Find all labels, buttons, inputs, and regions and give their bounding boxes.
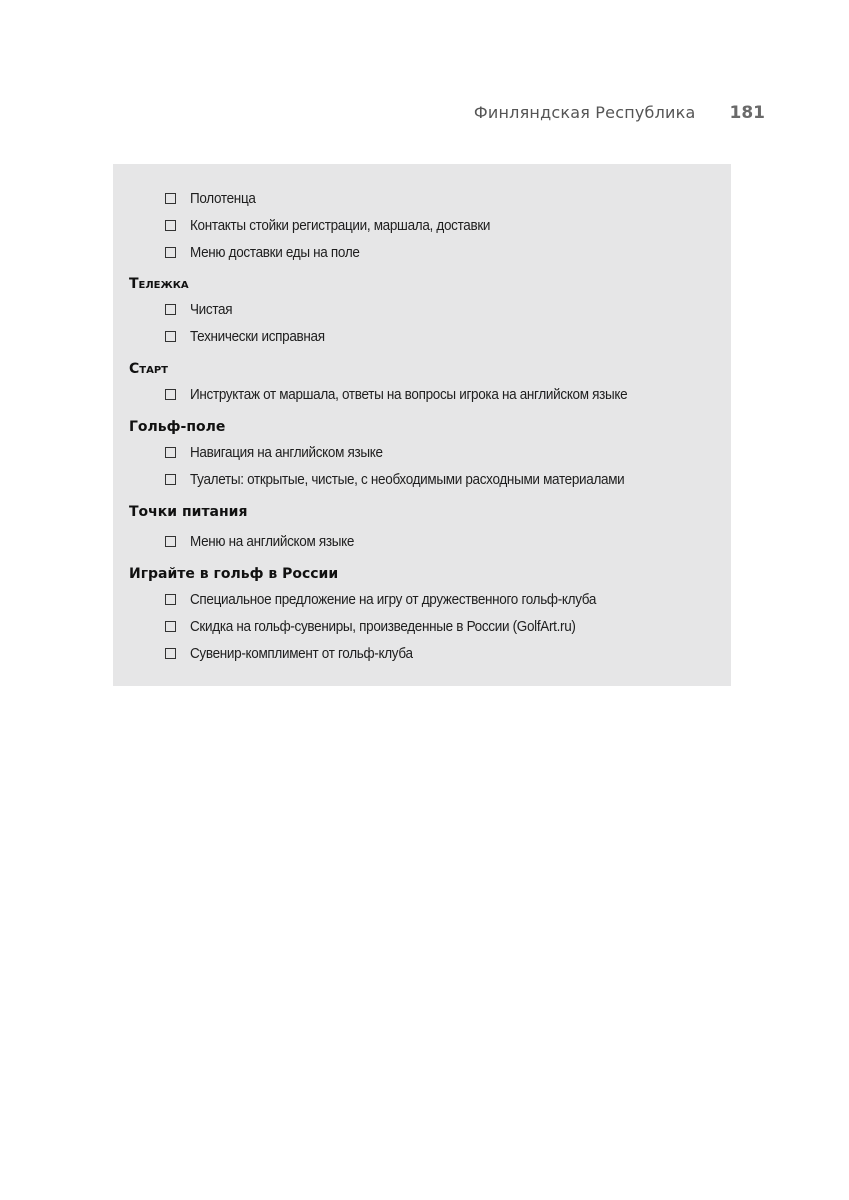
checklist-item-cart-clean[interactable] (165, 299, 237, 319)
checkbox-icon[interactable] (165, 331, 176, 342)
checklist-item-label: Инструктаж от маршала, ответы на вопросы игрока на английском языке (190, 385, 628, 403)
checkbox-icon[interactable] (165, 193, 176, 204)
checklist-item-toilets[interactable] (165, 469, 673, 489)
checklist-item-label: Навигация на английском языке (190, 443, 383, 461)
section-title-play-golf-russia: Играйте в гольф в России (129, 566, 339, 582)
section-title-cart: Тележка (129, 276, 189, 292)
checklist-item-label: Скидка на гольф-сувениры, произведенные в России (GolfArt.ru) (190, 617, 576, 635)
section-title-start: Старт (129, 361, 168, 377)
checklist-item-label: Специальное предложение на игру от дружественного гольф-клуба (190, 590, 597, 608)
checkbox-icon[interactable] (165, 304, 176, 315)
checklist-item-navigation[interactable] (165, 442, 404, 462)
checklist-item-label: Меню на английском языке (190, 532, 355, 550)
checkbox-icon[interactable] (165, 621, 176, 632)
checklist-item-english-menu[interactable] (165, 531, 372, 551)
running-header (0, 103, 765, 123)
checklist-item-label: Контакты стойки регистрации, маршала, доставки (190, 216, 491, 234)
section-title-golf-course: Гольф-поле (129, 419, 226, 435)
checklist-item-cart-working[interactable] (165, 326, 340, 346)
checklist-item-briefing[interactable] (165, 384, 676, 404)
checkbox-icon[interactable] (165, 247, 176, 258)
checkbox-icon[interactable] (165, 536, 176, 547)
checklist-item-label: Сувенир-комплимент от гольф-клуба (190, 644, 413, 662)
checklist-item-label: Технически исправная (190, 327, 325, 345)
checkbox-icon[interactable] (165, 389, 176, 400)
page-number: 181 (729, 103, 765, 123)
checklist-item-contacts[interactable] (165, 215, 524, 235)
checkbox-icon[interactable] (165, 594, 176, 605)
checklist-item-label: Полотенца (190, 189, 256, 207)
running-title: Финляндская Республика (473, 103, 696, 122)
checklist-item-compliment-souvenir[interactable] (165, 643, 437, 663)
checkbox-icon[interactable] (165, 648, 176, 659)
checklist-item-label: Чистая (190, 300, 233, 318)
checklist-item-special-offer[interactable] (165, 589, 641, 609)
checklist-item-label: Туалеты: открытые, чистые, с необходимыми расходными материалами (190, 470, 625, 488)
checkbox-icon[interactable] (165, 447, 176, 458)
checklist-item-souvenir-discount[interactable] (165, 616, 618, 636)
checkbox-icon[interactable] (165, 474, 176, 485)
checklist-item-food-menu[interactable] (165, 242, 378, 262)
checkbox-icon[interactable] (165, 220, 176, 231)
checklist-item-towels[interactable] (165, 188, 263, 208)
checklist-panel (113, 164, 731, 686)
checklist-item-label: Меню доставки еды на поле (190, 243, 360, 261)
section-title-food-points: Точки питания (129, 504, 248, 520)
